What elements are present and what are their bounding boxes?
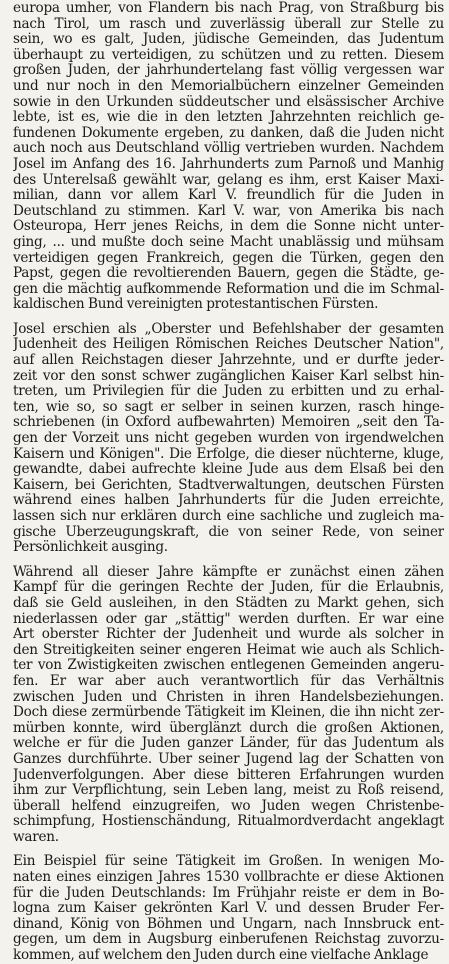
- text-line: Während all dieser Jahre kämpfte er zunächst einen zähen: [13, 564, 444, 580]
- text-line: fundenen Dokumente ergeben, zu danken, daß die Juden nicht: [13, 125, 444, 141]
- text-line: verteidigen gegen Frankreich, gegen die Türken, gegen den: [13, 250, 444, 266]
- text-line: Art oberster Richter der Judenheit und wurde als solcher in: [13, 627, 444, 643]
- text-line: logna zum Kaiser gekrönten Karl V. und dessen Bruder Fer-: [13, 901, 444, 917]
- paragraph: [13, 854, 444, 963]
- text-line: welche er für die Juden ganzer Länder, für das Judentum als: [13, 736, 444, 752]
- text-line: niederlassen oder gar „stättig" werden durften. Er war eine: [13, 611, 444, 627]
- text-line: sein, wo es galt, Juden, jüdische Gemeinden, das Judentum: [13, 32, 444, 48]
- text-line: Papst, gegen die revoltierenden Bauern, gegen die Städte, ge-: [13, 266, 444, 282]
- text-line: Josel im Anfang des 16. Jahrhunderts zum Parnoß und Manhig: [13, 156, 444, 172]
- text-line: nach Tirol, um rasch und zuverlässig überall zur Stelle zu: [13, 16, 444, 32]
- text-line: überall helfend einzugreifen, wo Juden wegen Christenbe-: [13, 798, 444, 814]
- text-line: auch noch aus Deutschland völlig vertrieben wurden. Nachdem: [13, 141, 444, 157]
- text-line: Josel erschien als „Oberster und Befehlshaber der gesamten: [13, 321, 444, 337]
- text-line: Judenheit des Heiligen Römischen Reiches Deutscher Nation",: [13, 337, 444, 353]
- text-line: ter von Zwistigkeiten zwischen entlegenen Gemeinden angeru-: [13, 658, 444, 674]
- text-line: für die Juden Deutschlands: Im Frühjahr reiste er dem in Bo-: [13, 885, 444, 901]
- text-line: ihm zur Verpflichtung, sein Leben lang, meist zu Roß reisend,: [13, 783, 444, 799]
- text-line: während eines halben Jahrhunderts für die Juden erreichte,: [13, 493, 444, 509]
- text-line: Deutschland zu stimmen. Karl V. war, von Amerika bis nach: [13, 203, 444, 219]
- text-line: den Streitigkeiten seiner engeren Heimat wie auch als Schlich-: [13, 642, 444, 658]
- paragraph: [13, 322, 444, 556]
- text-line: Kampf für die geringen Rechte der Juden, für die Erlaubnis,: [13, 580, 444, 596]
- text-line: ging, ... und mußte doch seine Macht unablässig und mühsam: [13, 234, 444, 250]
- text-line: schimpfung, Hostienschändung, Ritualmordverdacht angeklagt: [13, 814, 444, 830]
- text-line: zeit vor den sonst schwer zugänglichen Kaiser Karl selbst hin-: [13, 368, 444, 384]
- text-line: Judenverfolgungen. Aber diese bitteren Erfahrungen wurden: [13, 767, 444, 783]
- text-line: lassen sich nur erklären durch eine sachliche und zugleich ma-: [13, 509, 444, 524]
- text-line: Doch diese zermürbende Tätigkeit im Kleinen, die ihn nicht zer-: [13, 705, 444, 721]
- text-line: gewandte, dabei aufrechte kleine Jude aus dem Elsaß bei den: [13, 462, 444, 478]
- text-line: gen der Vorzeit uns nicht gegeben wurden von irgendwelchen: [13, 431, 444, 447]
- text-line: auf allen Reichstagen dieser Jahrzehnte, und er durfte jeder-: [13, 353, 444, 369]
- text-line: Ganzes durchführte. Über seiner Jugend lag der Schatten von: [13, 751, 444, 767]
- text-line: zwischen Juden und Christen in ihren Handelsbeziehungen.: [13, 689, 444, 705]
- text-line: gische Überzeugungskraft, die von seiner Rede, von seiner: [13, 524, 444, 540]
- text-line: dinand, König von Böhmen und Ungarn, nach Innsbruck ent-: [13, 916, 444, 932]
- text-line: Osteuropa, Herr jenes Reichs, in dem die Sonne nicht unter-: [13, 219, 444, 235]
- text-line: des Unterelsaß gewählt war, gelang es ihm, erst Kaiser Maxi-: [13, 172, 444, 188]
- text-line: Persönlichkeit ausging.: [13, 540, 168, 556]
- text-line: sowie in den Urkunden süddeutscher und elsässischer Archive: [13, 94, 444, 110]
- paragraph-gap: [13, 845, 444, 854]
- text-line: ten, wie so, so sagt er selber in seinen kurzen, rasch hinge-: [13, 399, 444, 415]
- text-line: kommen, auf welchem den Juden durch eine vielfache Anklage: [13, 948, 429, 964]
- text-line: treten, um Privilegien für die Juden zu erbitten und zu erhal-: [13, 384, 444, 400]
- text-line: gen die mächtig aufkommende Reformation und die im Schmal-: [13, 281, 444, 297]
- text-line: großen Juden, der jahrhundertelang fast völlig vergessen war: [13, 63, 444, 79]
- text-line: Kaisern, bei Gerichten, Stadtverwaltungen, deutschen Fürsten: [13, 477, 444, 493]
- paragraph-gap: [13, 313, 444, 322]
- text-line: waren.: [13, 829, 59, 845]
- text-line: europa umher, von Flandern bis nach Prag, von Straßburg bis: [13, 1, 444, 16]
- text-line: lebte, ist es, wie die in den letzten Jahrzehnten reichlich ge-: [13, 110, 444, 126]
- paragraph: [13, 565, 444, 846]
- text-line: Kaisern und Königen". Die Erfolge, die dieser nüchterne, kluge,: [13, 446, 444, 462]
- text-line: fen. Er war aber auch verantwortlich für das Verhältnis: [13, 673, 444, 689]
- text-line: naten eines einzigen Jahres 1530 vollbrachte er diese Aktionen: [13, 870, 444, 886]
- text-line: kaldischen Bund vereinigten protestantischen Fürsten.: [13, 297, 379, 313]
- text-line: schriebenen (in Oxford aufbewahrten) Memoiren „seit den Ta-: [13, 415, 444, 431]
- text-line: milian, dann vor allem Karl V. freundlich für die Juden in: [13, 188, 444, 204]
- text-line: und nur noch in den Memorialbüchern einzelner Gemeinden: [13, 78, 444, 94]
- text-line: überhaupt zu verteidigen, zu schützen und zu retten. Diesem: [13, 47, 444, 63]
- text-line: mürben konnte, wird überglänzt durch die großen Aktionen,: [13, 720, 444, 736]
- text-line: Ein Beispiel für seine Tätigkeit im Großen. In wenigen Mo-: [13, 854, 444, 870]
- text-line: daß sie Geld ausleihen, in den Städten zu Markt gehen, sich: [13, 595, 444, 611]
- paragraph-gap: [13, 556, 444, 565]
- text-line: gegen, um dem in Augsburg einberufenen Reichstag zuvorzu-: [13, 932, 444, 948]
- paragraph: [13, 1, 444, 313]
